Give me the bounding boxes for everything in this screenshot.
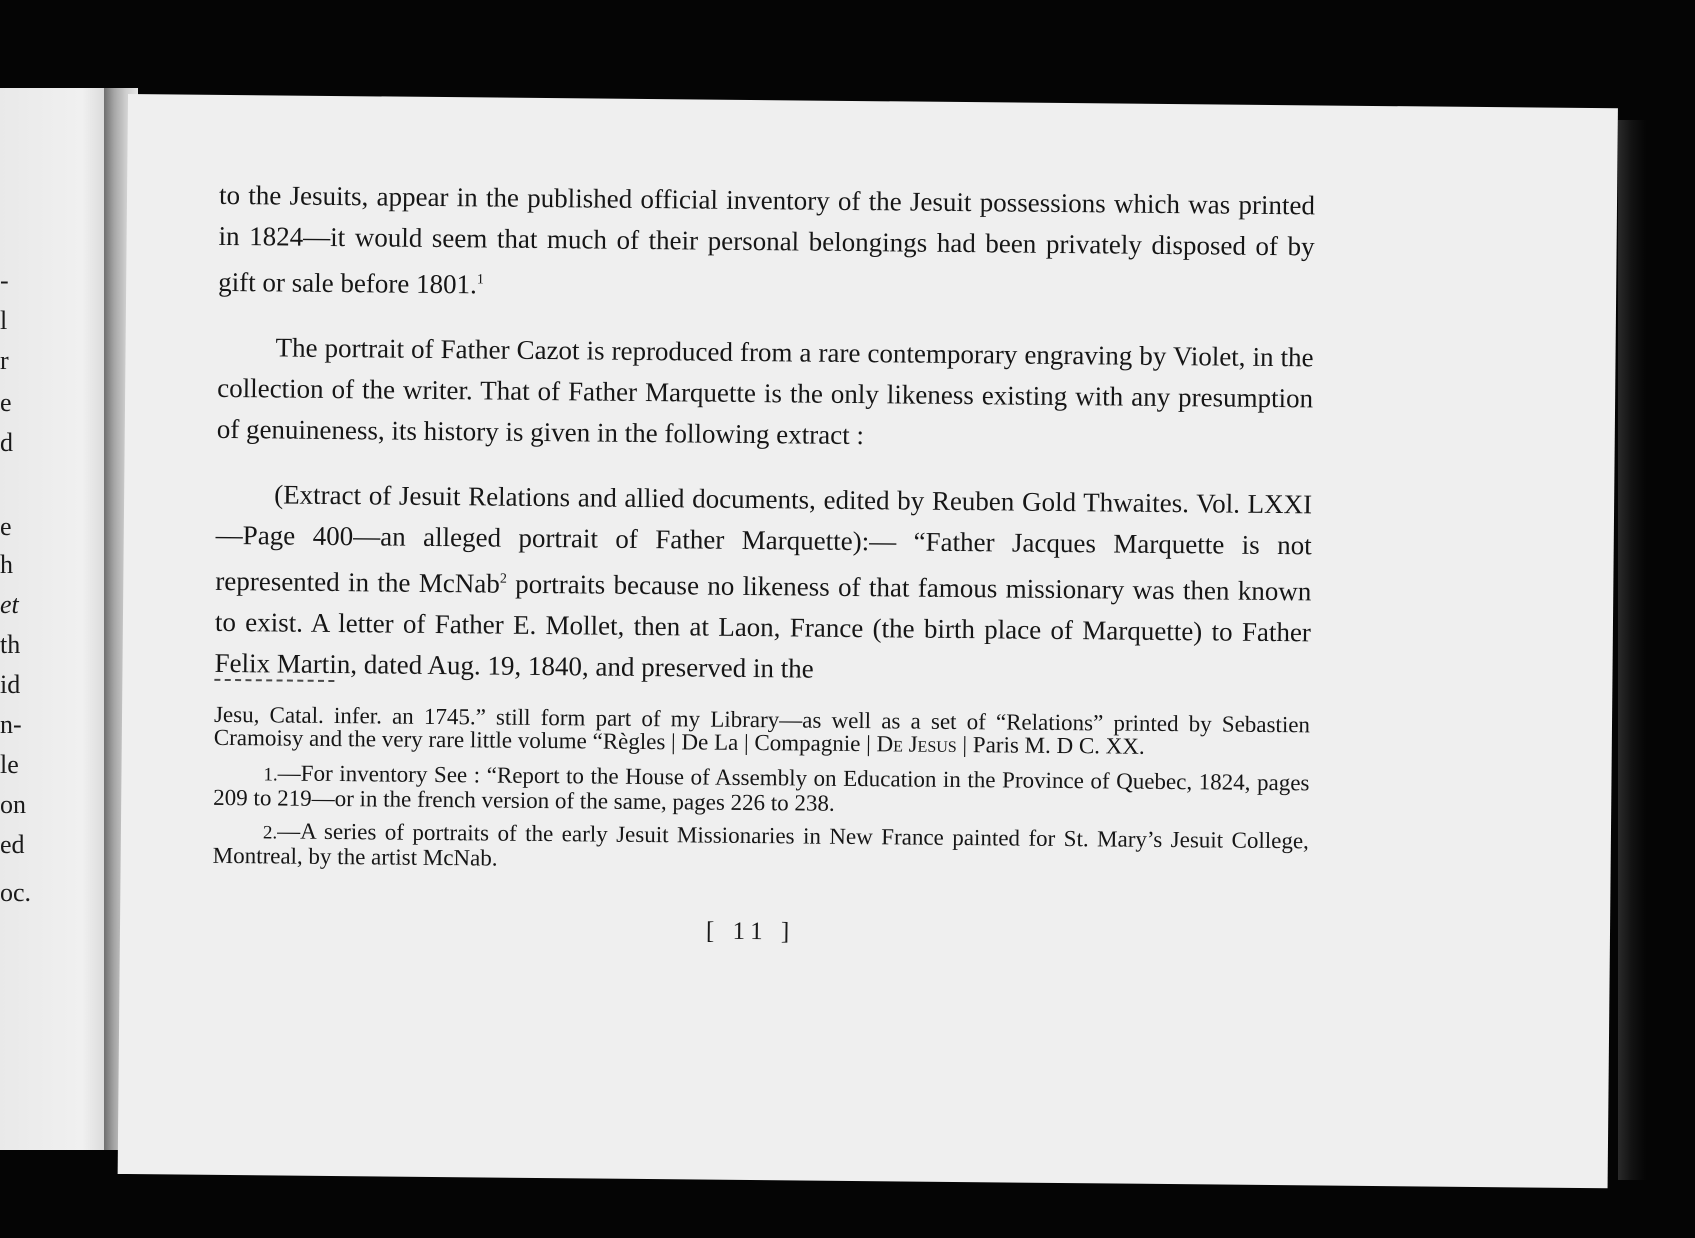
- footnote-2: 2.—A series of portraits of the early Jesuit Missionaries in New France painted for St. Mary’s Jesuit College, Montreal, by the artist McNab.: [212, 818, 1310, 871]
- page-number: [ 11 ]: [705, 917, 796, 946]
- left-page-text-fragment: le: [0, 750, 19, 779]
- left-page-text-fragment: e: [0, 512, 12, 541]
- paragraph-1: to the Jesuits, appear in the published official inventory of the Jesuit possessions which was printed in 1824—it would seem that much of their personal belongings had been privately disposed of by gift or sale before 1801.$^1$: [218, 179, 1316, 300]
- left-page-text-fragment: r: [0, 346, 9, 375]
- left-page-text-fragment: ed: [0, 830, 25, 859]
- left-page-text-fragment: d: [0, 428, 13, 457]
- left-page-text-fragment: e: [0, 388, 12, 417]
- paragraph-2: The portrait of Father Cazot is reproduced from a rare contemporary engraving by Violet, in the collection of the writer. That of Father Marquette is the only likeness existing with any presumption of genuineness, its history is given in the following extract :: [216, 332, 1314, 451]
- left-page-text-fragment: h: [0, 550, 13, 579]
- footnote-1: 1.—For inventory See : “Report to the House of Assembly on Education in the Province of Quebec, 1824, pages 209 to 219—or in the french version of the same, pages 226 to 238.: [213, 760, 1310, 816]
- left-page-text-fragment: th: [0, 630, 21, 659]
- left-page-text-fragment: on: [0, 790, 26, 819]
- left-page-fragment: [0, 88, 118, 1150]
- left-page-text-fragment: oc.: [0, 878, 32, 907]
- footnote-ref-1: 1: [476, 272, 484, 288]
- page-edge-shadow: [1618, 120, 1646, 1180]
- continued-footnote: Jesu, Catal. infer. an 1745.” still form part of my Library—as well as a set of “Relations” printed by Sebastien Cramoisy and the very rare little volume “Règles | De La | Compagnie | De Jesus | Paris M. D C. XX.: [213, 701, 1311, 759]
- left-page-text-fragment: id: [0, 670, 21, 699]
- left-page-text-fragment: -: [0, 266, 9, 295]
- left-page-text-fragment: n-: [0, 710, 22, 739]
- book-page: [118, 94, 1618, 1188]
- body-text: [214, 175, 1315, 694]
- paragraph-3: (Extract of Jesuit Relations and allied documents, edited by Reuben Gold Thwaites. Vol. LXXI—Page 400—an alleged portrait of Father Marquette):— “Father Jacques Marquette is not represented in the McNab$^2$ portraits because no likeness of that famous missionary was then known to exist. A letter of Father E. Mollet, then at Laon, France (the birth place of Marquette) to Father Felix Martin, dated Aug. 19, 1840, and preserved in the: [214, 479, 1313, 684]
- left-page-text-fragment: et: [0, 590, 19, 619]
- footnote-ref-2: 2: [499, 571, 507, 587]
- left-page-text-fragment: l: [0, 306, 8, 335]
- footnotes: [213, 703, 1311, 878]
